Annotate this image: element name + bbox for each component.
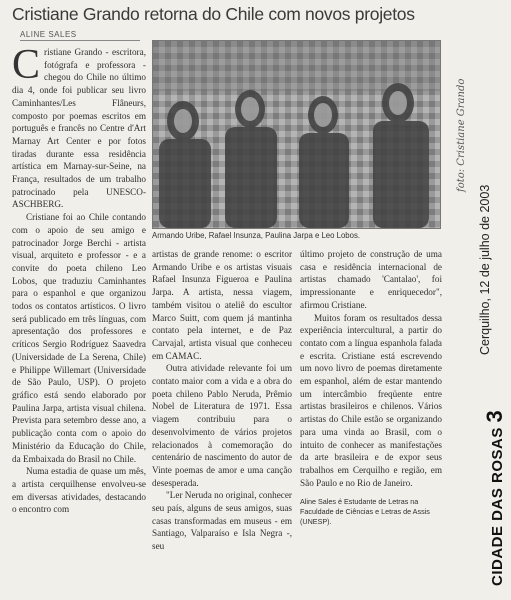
article-column-2 — [152, 248, 292, 600]
col2-paragraph-1: artistas de grande renome: o escritor Armando Uribe e os artistas visuais Rafael Insunza Figueroa e Paulina Jarpa. A artista, nessa viagem, também visitou o ateliê do escultor Marco Suitt, com quem já mantinha contato pela internet, e de Paz Carvajal, artista visual que conheceu em CAMAC. — [152, 249, 292, 361]
byline: ALINE SALES — [20, 30, 140, 41]
photo-caption: Armando Uribe, Rafael Insunza, Paulina Jarpa e Leo Lobos. — [152, 231, 361, 240]
article-photo — [152, 40, 441, 229]
col2-paragraph-3: "Ler Neruda no original, conhecer seu país, alguns de seus amigos, suas casas transformadas em museus - em Santiago, Valparaíso e Isla Negra -, seu — [152, 490, 292, 552]
article-column-3 — [300, 248, 442, 600]
drop-cap: C — [12, 46, 41, 88]
author-bio: Aline Sales é Estudante de Letras na Faculdade de Ciências e Letras de Assis (UNESP). — [300, 497, 430, 526]
page-number: 3 — [482, 409, 507, 423]
col1-paragraph-1 — [12, 46, 146, 211]
article-headline: Cristiane Grando retorna do Chile com novos projetos — [12, 4, 415, 24]
section-name: CIDADE DAS ROSAS — [489, 427, 506, 586]
col3-paragraph-2: Muitos foram os resultados dessa experiência intercultural, a partir do contato com a língua espanhola falada e escrita. Cristiane está escrevendo um novo livro de poemas diretamente em espanhol, além de estar mantendo um intercâmbio freqüente entre artistas brasileiros e chilenos. Vários artistas do Chile estão se organizando para uma vinda ao Brasil, com o intuito de conhecer as manifestações da arte brasileira e de expor seus trabalhos em Cerquilho e região, em São Paulo e no Rio de Janeiro. — [300, 312, 442, 488]
photo-image — [153, 41, 440, 228]
col3-paragraph-1: último projeto de construção de uma casa e residência internacional de artistas chamado 'Cantalao', foi impressionante e enriquecedor", afirmou Cristiane. — [300, 249, 442, 310]
photo-credit-handwritten: foto: Cristiane Grando — [456, 78, 467, 192]
article-column-1 — [12, 46, 146, 600]
col1-paragraph-1-text: ristiane Grando - escritora, fotógrafa e professora - chegou do Chile no último dia 4, onde foi publicar seu livro Caminhantes/Les Flâneurs, composto por poemas escritos em português e francês no Centre d'Art Marnay Art Center e por fotos tiradas durante essa residência artística em Marnay-sur-Seine, na França, resultados de um trabalho patrocinado pela UNESCO-ASCHBERG. — [12, 47, 146, 210]
col2-paragraph-2: Outra atividade relevante foi um contato maior com a vida e a obra do poeta chileno Pablo Neruda, Prêmio Nobel de Literatura de 1971. Essa viagem contribuiu para o desenvolvimento de vários projetos relacionados à comemoração do centenário de nascimento do autor de Vinte poemas de amor e uma canção desesperada. — [152, 363, 292, 488]
col1-paragraph-3: Numa estadia de quase um mês, a artista cerquilhense envolveu-se em diversas atividades, destacando o encontro com — [12, 466, 146, 515]
col1-paragraph-2: Cristiane foi ao Chile contando com o apoio de seu amigo e patrocinador Jorge Berchi - artista visual, arquiteto e professor - e a convite do poeta chileno Leo Lobos, que traduziu Caminhantes para o espanhol e que organizou todos os contatos artísticos. O livro será publicado em três línguas, com apresentação dos professores e críticos Sergio Rodríguez Saavedra (Universidade de La Serena, Chile) e Philippe Willemart (Universidade de São Paulo, USP). O projeto gráfico está sendo elaborado por Paulina Jarpa, artista visual chilena. Prevista para setembro desse ano, a publicação conta com o apoio do Ministério da Educação do Chile, da Embaixada do Brasil no Chile. — [12, 212, 146, 464]
publication-date: Cerquilho, 12 de julho de 2003 — [478, 184, 492, 355]
section-header — [482, 410, 508, 586]
